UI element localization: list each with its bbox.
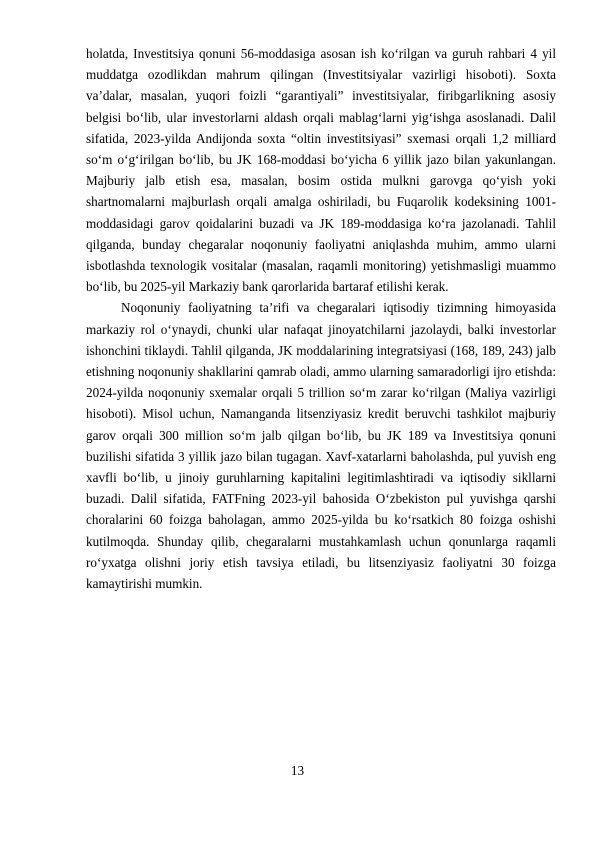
page-body	[86, 43, 556, 594]
paragraph-illegal-activity-definition: Noqonuniy faoliyatning ta’rifi va chegaralari iqtisodiy tizimning himoyasida markaziy rol o‘ynaydi, chunki ular nafaqat jinoyatchilarni jazolaydi, balki investorlar ishonchini tiklaydi. Tahlil qilganda, JK moddalarining integratsiyasi (168, 189, 243) jalb etishning noqonuniy shakllarini qamrab oladi, ammo ularning samaradorligi ijro etishda: 2024-yilda noqonuniy sxemalar orqali 5 trillion so‘m zarar ko‘rilgan (Maliya vazirligi hisoboti). Misol uchun, Namanganda litsenziyasiz kredit beruvchi tashkilot majburiy garov orqali 300 million so‘m jalb qilgan bo‘lib, bu JK 189 va Investitsiya qonuni buzilishi sifatida 3 yillik jazo bilan tugagan. Xavf-xatarlarni baholashda, pul yuvish eng xavfli bo‘lib, u jinoiy guruhlarning kapitalini legitimlashtiradi va iqtisodiy sikllarni buzadi. Dalil sifatida, FATFning 2023-yil bahosida O‘zbekiston pul yuvishga qarshi choralarini 60 foizga baholagan, ammo 2025-yilda bu ko‘rsatkich 80 foizga oshishi kutilmoqda. Shunday qilib, chegaralarni mustahkamlash uchun qonunlarga raqamli ro‘yxatga olishni joriy etish tavsiya etiladi, bu litsenziyasiz faoliyatni 30 foizga kamaytirishi mumkin.	[86, 300, 556, 592]
page-number: 13	[290, 763, 305, 778]
paragraph-continuation: holatda, Investitsiya qonuni 56-moddasiga asosan ish ko‘rilgan va guruh rahbari 4 yil muddatga ozodlikdan mahrum qilingan (Investitsiyalar vazirligi hisoboti). Soxta va’dalar, masalan, yuqori foizli “garantiyali” investitsiyalar, firibgarlikning asosiy belgisi bo‘lib, ular investorlarni aldash orqali mablag‘larni yig‘ishga asoslanadi. Dalil sifatida, 2023-yilda Andijonda soxta “oltin investitsiyasi” sxemasi orqali 1,2 milliard so‘m o‘g‘irilgan bo‘lib, bu JK 168-moddasi bo‘yicha 6 yillik jazo bilan yakunlangan. Majburiy jalb etish esa, masalan, bosim ostida mulkni garovga qo‘yish yoki shartnomalarni majburlash orqali amalga oshiriladi, bu Fuqarolik kodeksining 1001-moddasidagi garov qoidalarini buzadi va JK 189-moddasiga ko‘ra jazolanadi. Tahlil qilganda, bunday chegaralar noqonuniy faoliyatni aniqlashda muhim, ammo ularni isbotlashda texnologik vositalar (masalan, raqamli monitoring) yetishmasligi muammo bo‘lib, bu 2025-yil Markaziy bank qarorlarida bartaraf etilishi kerak.	[86, 46, 556, 295]
